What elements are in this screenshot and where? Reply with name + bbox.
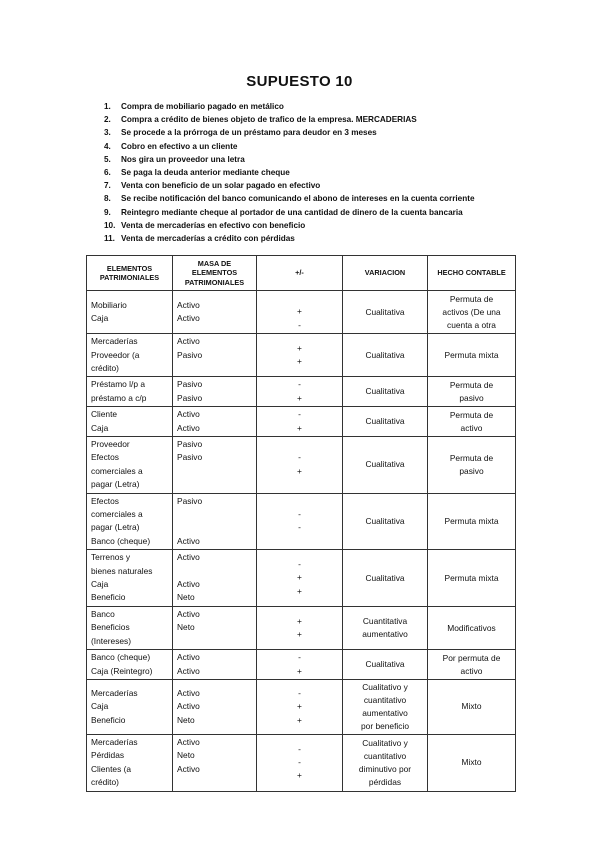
cell-variacion-line: Cualitativa xyxy=(365,386,405,397)
cell-masa-line xyxy=(177,478,252,491)
cell-hecho xyxy=(428,493,516,550)
cell-elementos-line: Proveedor xyxy=(91,439,130,450)
cell-sign xyxy=(257,437,343,494)
cell-variacion-line: aumentativo xyxy=(362,629,408,639)
cell-sign-line: - xyxy=(298,409,301,420)
cell-sign-line: + xyxy=(297,701,302,712)
cell-elementos-line: préstamo a c/p xyxy=(91,392,147,403)
cell-masa-line: Activo xyxy=(177,299,200,310)
list-item-number: 5. xyxy=(104,154,111,164)
cell-variacion xyxy=(343,734,428,791)
cell-elementos-line: comerciales a xyxy=(91,465,143,476)
cell-elementos-line: Mercaderías xyxy=(91,336,138,347)
cell-masa xyxy=(173,734,257,791)
cell-variacion xyxy=(343,679,428,734)
cell-variacion xyxy=(343,437,428,494)
cell-hecho-line: activo xyxy=(460,665,483,676)
cell-variacion-line: por beneficio xyxy=(361,720,409,731)
cell-elementos-line: Beneficio xyxy=(91,714,126,725)
cell-masa-line xyxy=(177,776,252,789)
cell-masa-line: Neto xyxy=(177,750,195,761)
cell-variacion xyxy=(343,606,428,649)
cell-elementos-line: Caja xyxy=(91,579,109,590)
cell-elementos-line: Mobiliario xyxy=(91,299,127,310)
cell-elementos-line: Banco xyxy=(91,608,115,619)
cell-variacion xyxy=(343,650,428,680)
table-row xyxy=(87,493,516,550)
list-item-text: Nos gira un proveedor una letra xyxy=(121,154,245,164)
cell-elementos-line: Mercaderías xyxy=(91,687,138,698)
cell-masa xyxy=(173,291,257,334)
table-row xyxy=(87,606,516,649)
list-item xyxy=(104,140,504,153)
cell-elementos-line: Efectos xyxy=(91,495,119,506)
cell-elementos xyxy=(87,606,173,649)
cell-hecho-line: Mixto xyxy=(461,757,482,768)
list-item-number: 3. xyxy=(104,128,111,138)
cell-masa xyxy=(173,650,257,680)
cell-sign-line: + xyxy=(297,342,302,353)
cell-sign xyxy=(257,734,343,791)
cell-variacion-line: Cualitativa xyxy=(365,306,405,317)
cell-elementos-line: Caja xyxy=(91,701,109,712)
cell-sign-line: - xyxy=(298,687,301,698)
list-item-number: 1. xyxy=(104,102,111,111)
cell-masa xyxy=(173,679,257,734)
cell-hecho xyxy=(428,407,516,437)
cell-hecho-line: Permuta mixta xyxy=(444,349,499,360)
cell-elementos-line: bienes naturales xyxy=(91,565,153,576)
cell-hecho xyxy=(428,734,516,791)
cell-variacion xyxy=(343,291,428,334)
list-item-text: Se procede a la prórroga de un préstamo para deudor en 3 meses xyxy=(121,128,377,138)
cell-variacion-line: Cualitativa xyxy=(365,572,405,583)
cell-variacion-line: Cualitativa xyxy=(365,416,405,427)
header-masa: MASA DE ELEMENTOS PATRIMONIALES xyxy=(173,256,257,291)
cell-sign-line: - xyxy=(298,652,301,663)
cell-sign-line: + xyxy=(297,615,302,626)
cell-masa-line: Activo xyxy=(177,665,200,676)
cell-masa-line: Neto xyxy=(177,622,195,633)
list-item-number: 10. xyxy=(104,220,116,230)
cell-elementos-line: Caja (Reintegro) xyxy=(91,665,153,676)
list-item-text: Venta con beneficio de un solar pagado en efectivo xyxy=(121,181,321,191)
cell-masa-line: Neto xyxy=(177,714,195,725)
cell-masa xyxy=(173,606,257,649)
cell-sign xyxy=(257,407,343,437)
cell-sign xyxy=(257,377,343,407)
cell-elementos-line: Beneficios xyxy=(91,622,130,633)
cell-masa xyxy=(173,550,257,607)
accounting-table xyxy=(86,255,516,792)
cell-masa-line xyxy=(177,635,252,648)
cell-variacion-line: Cualitativa xyxy=(365,349,405,360)
cell-hecho-line: Permuta de xyxy=(449,452,494,463)
exercise-list xyxy=(104,100,504,245)
cell-sign-line: - xyxy=(298,522,301,533)
header-hecho: HECHO CONTABLE xyxy=(428,256,516,291)
cell-masa-line xyxy=(177,362,252,375)
cell-elementos xyxy=(87,407,173,437)
list-item-text: Cobro en efectivo a un cliente xyxy=(121,141,238,151)
cell-masa-line: Activo xyxy=(177,552,200,563)
cell-sign-line: + xyxy=(297,465,302,476)
cell-sign-line: - xyxy=(298,743,301,754)
list-item xyxy=(104,232,504,245)
cell-hecho xyxy=(428,291,516,334)
cell-sign xyxy=(257,679,343,734)
table-row xyxy=(87,291,516,334)
list-item-text: Se recibe notificación del banco comunicando el abono de intereses en la cuenta corriente xyxy=(121,194,475,204)
cell-elementos-line: Beneficio xyxy=(91,592,126,603)
cell-masa-line: Pasivo xyxy=(177,495,203,506)
cell-sign-line: + xyxy=(297,665,302,676)
cell-masa-line: Activo xyxy=(177,313,200,324)
cell-sign-line: + xyxy=(297,356,302,367)
cell-variacion-line: diminutivo por xyxy=(358,763,412,774)
cell-masa-line: Activo xyxy=(177,336,200,347)
cell-masa-line: Neto xyxy=(177,592,195,603)
cell-masa-line: Activo xyxy=(177,736,200,747)
cell-elementos-line: Préstamo l/p a xyxy=(91,379,145,390)
cell-elementos-line: pagar (Letra) xyxy=(91,522,140,533)
cell-variacion-line: cuantitativo xyxy=(363,694,407,705)
cell-sign-line xyxy=(261,292,338,305)
cell-hecho-line: Permuta mixta xyxy=(444,572,499,583)
cell-masa-line xyxy=(177,508,252,521)
cell-elementos-line: comerciales a xyxy=(91,509,143,520)
cell-elementos xyxy=(87,291,173,334)
cell-elementos-line: Efectos xyxy=(91,452,119,463)
cell-sign-line: + xyxy=(297,306,302,317)
cell-elementos-line: crédito) xyxy=(91,362,119,373)
cell-variacion-line: Cualitativa xyxy=(365,459,405,470)
cell-masa-line: Activo xyxy=(177,763,200,774)
cell-masa-line xyxy=(177,465,252,478)
list-item xyxy=(104,206,504,219)
cell-hecho-line: cuenta a otra xyxy=(447,319,496,330)
cell-variacion xyxy=(343,407,428,437)
cell-hecho-line: pasivo xyxy=(459,392,484,403)
cell-sign xyxy=(257,291,343,334)
cell-variacion xyxy=(343,334,428,377)
cell-masa-line: Activo xyxy=(177,409,200,420)
cell-sign xyxy=(257,550,343,607)
cell-variacion-line: pérdidas xyxy=(368,776,402,787)
cell-elementos xyxy=(87,377,173,407)
cell-masa xyxy=(173,437,257,494)
cell-masa-line: Pasivo xyxy=(177,439,203,450)
cell-elementos-line: Mercaderías xyxy=(91,736,138,747)
cell-sign xyxy=(257,493,343,550)
cell-elementos-line: Cliente xyxy=(91,409,118,420)
cell-sign-line: + xyxy=(297,585,302,596)
list-item xyxy=(104,166,504,179)
cell-masa-line xyxy=(177,521,252,534)
list-item-number: 4. xyxy=(104,141,111,151)
cell-sign-line: + xyxy=(297,629,302,639)
cell-variacion-line: cuantitativo xyxy=(363,750,407,761)
cell-elementos-line: Banco (cheque) xyxy=(91,535,151,546)
cell-sign-line: - xyxy=(298,757,301,768)
cell-hecho xyxy=(428,550,516,607)
cell-hecho-line: activos (De una xyxy=(442,306,501,317)
cell-masa-line: Pasivo xyxy=(177,392,203,403)
cell-variacion xyxy=(343,493,428,550)
cell-masa-line: Activo xyxy=(177,579,200,590)
cell-masa xyxy=(173,493,257,550)
cell-sign-line: - xyxy=(298,379,301,390)
cell-elementos xyxy=(87,550,173,607)
cell-sign-line: + xyxy=(297,770,302,781)
cell-elementos xyxy=(87,734,173,791)
cell-hecho-line: Por permuta de xyxy=(442,652,501,663)
cell-elementos-line: Proveedor (a xyxy=(91,349,140,360)
cell-elementos-line: Clientes (a xyxy=(91,763,132,774)
cell-hecho xyxy=(428,377,516,407)
cell-sign xyxy=(257,650,343,680)
table-row xyxy=(87,734,516,791)
table-row xyxy=(87,407,516,437)
cell-elementos-line: pagar (Letra) xyxy=(91,479,140,490)
header-variacion: VARIACION xyxy=(343,256,428,291)
cell-variacion xyxy=(343,550,428,607)
cell-masa xyxy=(173,407,257,437)
cell-hecho xyxy=(428,437,516,494)
cell-hecho-line: Permuta de xyxy=(449,409,494,420)
cell-masa-line: Activo xyxy=(177,701,200,712)
cell-sign-line: - xyxy=(298,319,301,330)
cell-sign-line: + xyxy=(297,422,302,433)
cell-hecho xyxy=(428,334,516,377)
cell-sign-line: + xyxy=(297,392,302,403)
list-item-text: Compra a crédito de bienes objeto de trafico de la empresa. MERCADERIAS xyxy=(121,115,417,125)
cell-masa-line: Activo xyxy=(177,608,200,619)
list-item-number: 8. xyxy=(104,194,111,204)
header-elementos: ELEMENTOS PATRIMONIALES xyxy=(87,256,173,291)
cell-elementos xyxy=(87,334,173,377)
cell-variacion-line: Cualitativa xyxy=(365,515,405,526)
cell-elementos xyxy=(87,437,173,494)
cell-variacion-line: Cuantitativa xyxy=(362,616,408,626)
cell-masa xyxy=(173,334,257,377)
table-row xyxy=(87,437,516,494)
header-sign: +/- xyxy=(257,256,343,291)
cell-masa-line xyxy=(177,565,252,578)
cell-elementos-line: (Intereses) xyxy=(91,635,132,646)
cell-elementos-line: crédito) xyxy=(91,777,119,788)
table-row xyxy=(87,334,516,377)
cell-masa-line: Activo xyxy=(177,535,200,546)
cell-masa-line: Pasivo xyxy=(177,452,203,463)
cell-hecho-line: Permuta de xyxy=(449,293,494,304)
list-item xyxy=(104,179,504,192)
cell-elementos xyxy=(87,493,173,550)
cell-hecho-line: Modificativos xyxy=(447,622,496,633)
cell-masa xyxy=(173,377,257,407)
cell-hecho-line: Permuta mixta xyxy=(444,515,499,526)
cell-elementos-line: Caja xyxy=(91,313,109,324)
cell-sign xyxy=(257,334,343,377)
cell-hecho-line: Permuta de xyxy=(449,379,494,390)
list-item-number: 9. xyxy=(104,207,111,217)
cell-variacion-line: Cualitativa xyxy=(365,659,405,670)
cell-variacion xyxy=(343,377,428,407)
cell-masa-line: Activo xyxy=(177,652,200,663)
list-item-text: Se paga la deuda anterior mediante cheque xyxy=(121,167,290,177)
cell-elementos-line: Terrenos y xyxy=(91,552,131,563)
table-row xyxy=(87,377,516,407)
list-item-text: Venta de mercaderías a crédito con pérdidas xyxy=(121,233,295,243)
list-item-number: 6. xyxy=(104,167,111,177)
cell-sign-line: - xyxy=(298,558,301,569)
cell-sign-line: + xyxy=(297,572,302,583)
cell-hecho xyxy=(428,679,516,734)
cell-elementos xyxy=(87,679,173,734)
cell-hecho xyxy=(428,606,516,649)
cell-hecho-line: activo xyxy=(460,422,483,433)
cell-sign-line: - xyxy=(298,509,301,520)
list-item-text: Compra de mobiliario pagado en metálico xyxy=(121,102,284,111)
list-item xyxy=(104,153,504,166)
list-item-number: 7. xyxy=(104,181,111,191)
table-header-row xyxy=(87,256,516,291)
list-item-text: Reintegro mediante cheque al portador de una cantidad de dinero de la cuenta bancaria xyxy=(121,207,463,217)
table-row xyxy=(87,550,516,607)
cell-masa-line: Activo xyxy=(177,687,200,698)
list-item xyxy=(104,100,504,113)
cell-variacion-line: Cualitativo y xyxy=(362,737,408,748)
cell-masa-line: Activo xyxy=(177,422,200,433)
cell-sign-line: + xyxy=(297,714,302,725)
cell-elementos-line: Banco (cheque) xyxy=(91,652,151,663)
cell-elementos-line: Pérdidas xyxy=(91,750,125,761)
list-item xyxy=(104,126,504,139)
cell-variacion-line: aumentativo xyxy=(362,707,408,718)
list-item-number: 11. xyxy=(104,233,115,243)
list-item-text: Venta de mercaderías en efectivo con beneficio xyxy=(121,220,306,230)
cell-hecho-line: Mixto xyxy=(461,701,482,712)
table-row xyxy=(87,679,516,734)
cell-variacion-line: Cualitativo y xyxy=(362,681,408,692)
cell-sign xyxy=(257,606,343,649)
cell-hecho-line: pasivo xyxy=(459,465,484,476)
page-title: SUPUESTO 10 xyxy=(246,73,353,90)
cell-masa-line: Pasivo xyxy=(177,379,203,390)
cell-hecho xyxy=(428,650,516,680)
cell-masa-line: Pasivo xyxy=(177,349,203,360)
list-item xyxy=(104,113,504,126)
table-row xyxy=(87,650,516,680)
list-item-number: 2. xyxy=(104,115,111,125)
list-item xyxy=(104,192,504,205)
cell-elementos xyxy=(87,650,173,680)
cell-elementos-line: Caja xyxy=(91,422,109,433)
cell-sign-line: - xyxy=(298,452,301,463)
list-item xyxy=(104,219,504,232)
